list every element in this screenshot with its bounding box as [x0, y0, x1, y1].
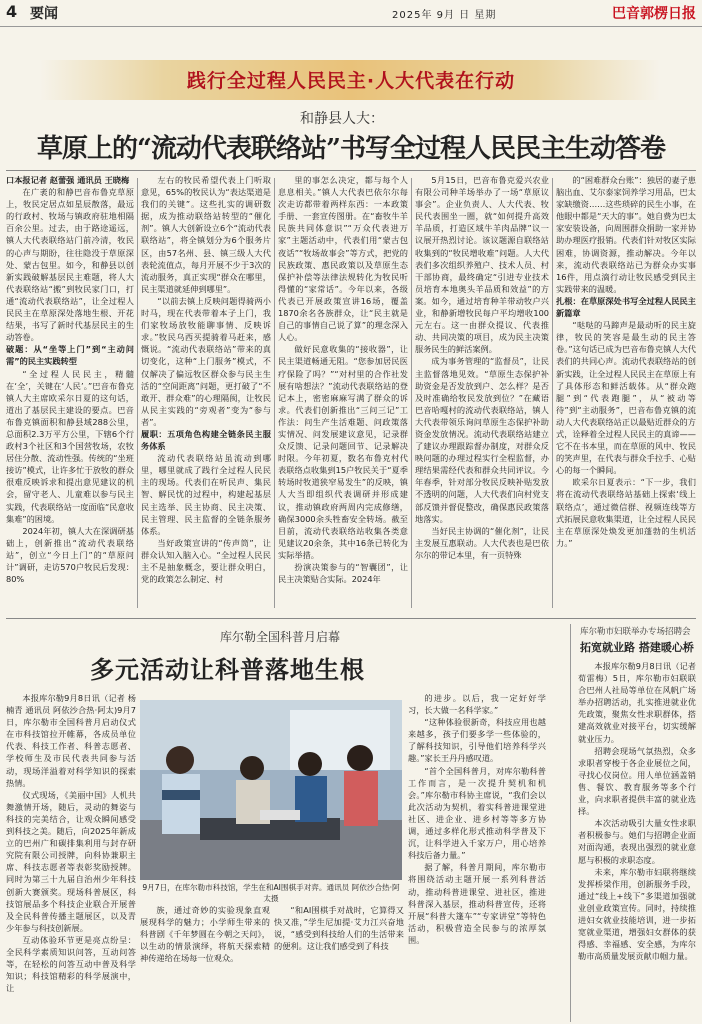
page-header [0, 0, 702, 27]
article2-kicker: 库尔勒全国科普月启幕 [220, 630, 341, 644]
banner-text: 践行全过程人民民主·人大代表在行动 [186, 70, 516, 92]
paragraph: 当好政策宣讲的“传声筒”，让群众认知入脑入心。“全过程人民民主不是抽象概念，要让群众明白，党的政策怎么制定、村 [141, 537, 271, 585]
paragraph: 成为事务管理的“监督员”，让民主监督落地见效。“草原生态保护补助资金是否发放到户、怎么样？是否及时准确给牧民发放到位？”在藏语巴音哈嘎村的流动代表联络站，镇人大代表带领乐询问草原生态保护补助资金发放情况。流动代表联络站建立了建议办理跟踪督办制度，对群众反映问题的办理过程实行全程监督，办理结果需经代表和群众共同评议。今年春季，针对部分牧民反映补贴发放不透明的问题，人大代表们向村党支部反馈并督促整改，确保惠民政策落地落实。 [415, 356, 549, 524]
column-rule [411, 178, 412, 608]
subheading: 扎根：在草原深处书写全过程人民民主新篇章 [556, 295, 696, 319]
paragraph: 做好民意收集的“接收器”，让民主渠道畅通无阻。“您参加居民医疗保险了吗？”“对村里的合作社发展有啥想法？”流动代表联络站的登记本上，密密麻麻写满了群众的诉求。代表们创新推出“三问三记”工作法：问生产生活难题、问政策落实情况、问发展建议意见，记录群众反馈、记录问题回节、记录解决时限。今年初夏，数名布鲁克村代表联络点收集到15户牧民关于“夏季转场时牧道狭窄易发生”的反映，镇人大当即组织代表调研并形成建议，推动镇政府两周内完成修缮，确保3000余头牲畜安全转场。截至目前，流动代表联络站收集各类意见建议20余条，其中16条已转化为实际举措。 [278, 344, 408, 560]
science-museum-photo [140, 700, 402, 880]
article3-kicker: 库尔勒市妇联举办专场招聘会 [580, 627, 691, 637]
paragraph: 2024年初，镇人大在深调研基础上，创新推出“流动代表联络站”，创立“今日上门”的“草原问计”调研，走访570户牧民后发现：80% [6, 525, 134, 585]
paragraph: 据了解，科普月期间，库尔勒市将围绕活动主题开展一系列科普活动，推动科普进课堂、进社区，推进科普深入基层，推动科普宣传，还将开展“科普大篷车”“专家讲堂”等特色活动，积极营造全民参与的浓厚氛围。 [408, 862, 546, 945]
paragraph: 扮演决策参与的“智囊团”，让民主决策贴合实际。2024年 [278, 562, 408, 585]
paragraph: 当好民主协调的“催化剂”，让民主发展互惠联动。人大代表也是巴依尔尔的带记本里，有一页特殊 [415, 525, 549, 560]
paragraph: “哒哒的马蹄声是最动听的民主旋律，牧民的笑容是最生动的民主答卷。”这句话已成为巴音布鲁克镇人大代表们的共同心声。流动代表联络站的创新实践，让全过程人民民主在草原上有了具体形态和鲜活载体。从“群众跑腿”到“代表跑腿”，从“被动等待”到“主动服务”，巴音布鲁克镇的流动人大代表联络站正以最贴近群众的方式，诠释着全过程人民民主的真谛——它不在书本里，而在草原的风中、牧民的笑声里，在代表与群众手拉手、心贴心的每一个瞬间。 [556, 320, 696, 476]
column-rule [137, 178, 138, 608]
paragraph: 互动体验环节更是亮点纷呈：全民科学素质知识问答，互动问答等，在轻松的问答互动中普及科学知识；科技馆精彩的科学展演中，让 [6, 934, 136, 994]
paragraph: “这种体验很新奇，科技应用也越来越多，孩子们要多学一些体验的，了解科技知识，引导他们培养科学兴趣。”家长王丹丹感叹道。 [408, 717, 546, 764]
photo-caption: 9月7日，在库尔勒市科技馆，学生在和AI围棋手对弈。通讯员 阿依沙合热·阿太摄 [142, 883, 400, 903]
masthead-logo: 巴音郭楞日报 [612, 6, 696, 22]
article3-column [578, 660, 696, 1022]
column-rule [570, 624, 571, 1022]
paragraph: 欧采尔日夏表示：“下一步，我们将在流动代表联络站基础上探索‘线上联络点’，通过微信群、视频连线等方式拓展民意收集渠道，让全过程人民民主在草原深处焕发更加蓬勃的生机活力。” [556, 477, 696, 548]
article2-column-1 [6, 692, 136, 1022]
section-title: 要闻 [30, 6, 58, 22]
article1-column-2 [141, 174, 271, 614]
paragraph: 5月15日，巴音布鲁克爱兴农业有限公司种羊场举办了一场“草原议事会”。企业负责人、人大代表、牧民代表围坐一圈，就“如何提升高效羊品质，打造区域牛羊肉品牌”议一议展开热烈讨论。该议题源自联络站收集到的“牧民增收难”问题。人大代表们多次组织养殖户、技术人员、村干部协商，最终确定“引进专业技术员培育本地奥头羊品质和效益”的方案。如今，通过培育种羊带动牧户兴业，和静新增牧民每户平均增收100元左右。这一由群众提议、代表推动、共同决策的项目，成为民主决策服务民生的鲜活案例。 [415, 175, 549, 355]
subheading: 破题：从“坐等上门”到“主动问需”的民主实践转型 [6, 344, 134, 367]
article2-column-3-bottom [274, 904, 404, 1022]
paragraph: 里的事怎么决定，都与每个人息息相关。”镇人大代表巴依尔尔每次走访都带着两样东西：一本政策手册、一套宣传图册。在“畜牧牛羊民族共同体意识”“万众代表进万家”主题活动中，代表们用“蒙古包夜话”“牧场故事会”等方式，把党的民族政策、惠民政策以及草原生态保护补偿等法律法规转化为牧民听得懂的“家常话”。今年以来，各级代表已开展政策宣讲16场，覆盖1870余名各族群众，让“民主就是自己的事情自己说了算”的理念深入人心。 [278, 175, 408, 343]
paragraph: 流动代表联络站虽流动到哪里，哪里就成了践行全过程人民民主的现场。代表们在听民声、集民智、解民忧的过程中，构建起基层民主选举、民主协商、民主决策、民主管理、民主监督的全链条服务体系。 [141, 453, 271, 536]
article1-headline: 草原上的“流动代表联络站”书写全过程人民民主生动答卷 [37, 134, 665, 164]
divider [6, 618, 696, 619]
photo-illustration [140, 700, 402, 880]
paragraph: “和AI围棋手对战时，它算得又快又准，”学生尼加提·艾力江兴奋地说，“感受到科技给人们的生活带来的便利。这让我们感受到了科技 [274, 905, 404, 952]
theme-banner [0, 60, 702, 100]
paragraph: 左右的牧民希望代表上门听取意见，65%的牧民认为“表达渠道是我们的关键”。这些扎实的调研数据，成为推动联络站转型的“催化剂”。镇人大创新设立6个“流动代表联络站”，将全镇划分为6个服务片区，由57名州、县、镇三级人大代表轮流值点，每月开展不少于3次的流动服务，真正实现“群众在哪里，民主渠道就延伸到哪里”。 [141, 175, 271, 294]
article1-column-3 [278, 174, 408, 614]
article3-headline: 拓宽就业路 搭建暖心桥 [580, 641, 694, 654]
paragraph: 未来，库尔勒市妇联将继续发挥桥梁作用，创新服务手段，通过“线上+线下”多渠道加强就业创业政策宣传。同时，持续推进妇女就业技能培训，进一步拓宽就业渠道，增强妇女群体的获得感、幸福感、安全感，为库尔勒市高质量发展贡献巾帼力量。 [578, 866, 696, 962]
article1-column-1 [6, 174, 134, 614]
paragraph: 仪式现场，《美丽中国》人机共舞激情开场，随后，灵动的舞姿与科技的完美结合，让观众瞬间感受到科技之美。随后，向2025年新成立的巴州广和碳排集利用与封存研究院有限公司授牌，向科协兼职主席、科技志愿者等表彰奖励授牌。同时为第三十九届自治州少年科技创新大赛颁奖。现场科普展区，科技馆展品多个科技企业联合开展普及全民科普传播主题展区，以及青少年参与科技创新展。 [6, 789, 136, 933]
subheading: 履职：五项角色构建全链条民主服务体系 [141, 428, 271, 452]
article1-kicker: 和静县人大： [300, 111, 384, 127]
paragraph: 本次活动吸引大量女性求职者积极参与。她们与招聘企业面对面沟通，表现出强烈的就业意愿与积极的求职态度。 [578, 818, 696, 865]
paragraph: 族，通过奇妙的实验现象直观展现科学的魅力；小学师生带来的科普剧《千年梦圆在今朝之天问》，以生动的情景演绎，将航天探索精神传递给在场每一位观众。 [140, 905, 270, 964]
byline: 口本报记者 赵蕾强 通讯员 王晓梅 [6, 175, 130, 185]
paragraph: “以前去镇上反映问题得骑两小时马，现在代表带着本子上门，我们家牧场放牧能聊事情、反映诉求。”牧民乌西买提骑着马赶来，感慨说。“流动代表联络站”带来的真切变化，这种“上门服务”模式，不仅解决了偏远牧区群众参与民主生活的“空间距离”问题，更打破了“不敢开、群众难”的心理隔阂，让牧民从民主实践的“旁观者”变为“参与者”。 [141, 295, 271, 427]
column-rule [274, 178, 275, 608]
paragraph: 在广袤的和静巴音布鲁克草原上，牧民定居点如星辰散落，最远的行政村、牧场与镇政府驻地相隔百余公里。过去，由于路途遥远，镇人大代表联络站门前冷清，牧民的心声与期盼，往往隐没于草原深处、蒙古包里。如今，和静县以创新实践破解基层民主难题，将人大代表联络站“搬”到牧民家门口，打通“流动代表联络站”，让全过程人民民主在草原深处落地生根、开花结果，书写了新时代基层民主的生动答卷。 [6, 187, 134, 343]
article2-column-4 [408, 692, 546, 1022]
paragraph: 的“困难群众台账”：独居的妻子患脑出血、艾尔泰家饲养学习用品，巴太家缺缴资……这些琐碎的民生小事，在他眼中都是“天大的事”。她自费为巴太家安装设备，向周围群众捐助一家并协助办理医疗报销。代表们针对牧区实际困难，协调资源，推动解决。今年以来，流动代表联络站已为群众办实事16件，用点滴行动让牧民感受到民主实践带来的温暖。 [556, 175, 696, 294]
paragraph: 本报库尔勒9月8日讯（记者 荀雷梅）5日，库尔勒市妇联联合巴州人社局等单位在风帆广场举办招聘活动，扎实推进就业优先政策，聚焦女性求职群体，搭建高效就业对接平台，切实缓解就业压力。 [578, 661, 696, 744]
paragraph: “全过程人民民主，精髓在‘全’，关键在‘人民’。”巴音布鲁克镇人大主席欧采尔日夏的这句话，道出了基层民主建设的要点。巴音布鲁克镇面积和静县域288公里，总面积2.3万平方公里，下辖6个行政村3个社区和3个国营牧场，农牧居住分散、流动性强。传统的“坐班接访”模式，让许多忙于放牧的群众很难反映诉求和提出意见建议的机会，留守老人、儿童难以参与民主实践，代表联络站一度面临“民意收集难”的困境。 [6, 368, 134, 524]
column-rule [552, 178, 553, 608]
article2-headline: 多元活动让科普落地生根 [90, 655, 365, 684]
page-number: 4 [6, 2, 18, 21]
paragraph: 的进步。以后，我一定好好学习，长大做一名科学家。” [408, 693, 546, 716]
divider [6, 170, 696, 171]
article2-column-2-bottom [140, 904, 270, 1022]
paragraph: “首个全国科普月，对库尔勒科普工作而言，是一次提升契机和机会。”库尔勒市科协主席说，“我们会以此次活动为契机，着实科普进课堂进社区、进企业、进乡村等等多方协调，通过多样化形式推动科学普及下沉，让科学进入千家万户，用心培养科技后备力量。” [408, 765, 546, 861]
paragraph: 本报库尔勒9月8日讯（记者 杨楠青 通讯员 阿依沙合热·阿太)9月7日，库尔勒市全国科普月启动仪式在市科技馆拉开帷幕，各成员单位代表、科技工作者、科普志愿者、学校师生及市民代表共同参与活动，现场洋溢着对科学知识的探索热情。 [6, 693, 136, 788]
article1-column-5 [556, 174, 696, 614]
article1-column-4 [415, 174, 549, 614]
paragraph: 招聘会现场气氛热烈，众多求职者穿梭于各企业展位之间，寻找心仪岗位。用人单位涵盖销售、餐饮、教育服务等多个行业，向求职者提供丰富的就业选择。 [578, 745, 696, 817]
issue-date: 2025年 9月 日 星期 [392, 10, 497, 21]
